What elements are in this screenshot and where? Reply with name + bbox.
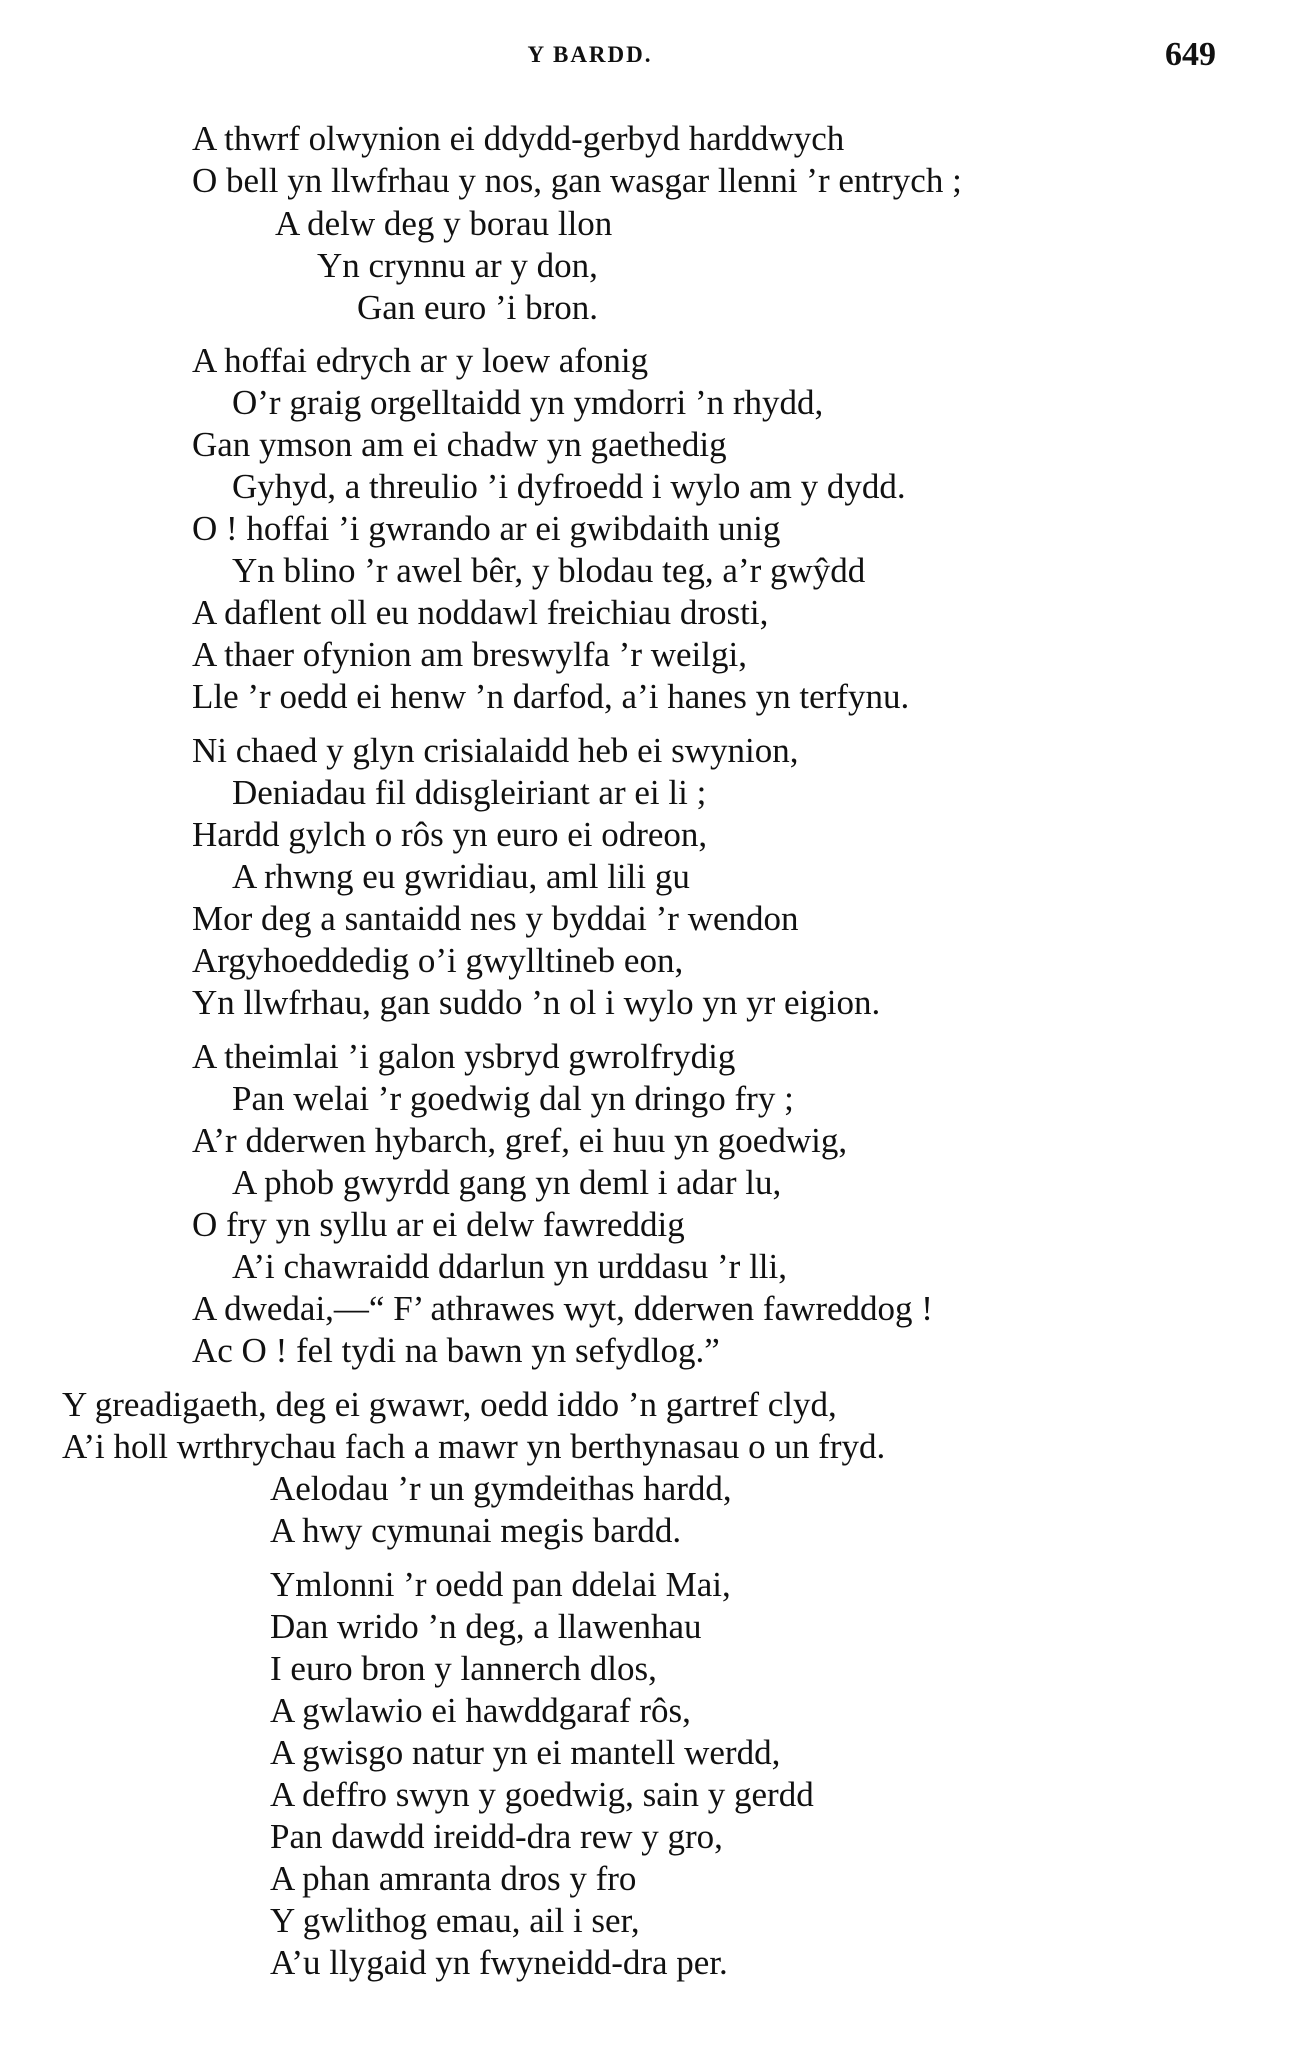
verse-line: Yn crynnu ar y don, <box>317 246 598 285</box>
verse-line: A hoffai edrych ar y loew afonig <box>192 341 649 380</box>
verse-line: Mor deg a santaidd nes y byddai ’r wendon <box>192 899 799 938</box>
verse-line: A thwrf olwynion ei ddydd-gerbyd harddwych <box>192 119 845 158</box>
verse-line: O’r graig orgelltaidd yn ymdorri ’n rhydd, <box>232 383 824 422</box>
verse-line: A’i holl wrthrychau fach a mawr yn berthynasau o un fryd. <box>62 1427 886 1466</box>
verse-line: Hardd gylch o rôs yn euro ei odreon, <box>192 815 708 854</box>
verse-line: Y gwlithog emau, ail i ser, <box>270 1901 640 1940</box>
verse-line: Gan euro ’i bron. <box>357 288 599 327</box>
verse-line: A rhwng eu gwridiau, aml lili gu <box>232 857 690 896</box>
verse-line: Pan welai ’r goedwig dal yn dringo fry ; <box>232 1079 794 1118</box>
verse-line: A phob gwyrdd gang yn deml i adar lu, <box>232 1163 782 1202</box>
verse-line: A hwy cymunai megis bardd. <box>270 1511 682 1550</box>
verse-line: Gan ymson am ei chadw yn gaethedig <box>192 425 727 464</box>
verse-line: Pan dawdd ireidd-dra rew y gro, <box>270 1817 723 1856</box>
page-number: 649 <box>1165 36 1216 73</box>
verse-line: Dan wrido ’n deg, a llawenhau <box>270 1607 702 1646</box>
verse-line: A delw deg y borau llon <box>275 204 613 243</box>
verse-line: Y greadigaeth, deg ei gwawr, oedd iddo ’n gartref clyd, <box>62 1385 837 1424</box>
verse-line: A daflent oll eu noddawl freichiau drosti, <box>192 593 769 632</box>
running-title: Y BARDD. <box>527 42 653 67</box>
verse-line: O fry yn syllu ar ei delw fawreddig <box>192 1205 685 1244</box>
verse-line: Argyhoeddedig o’i gwylltineb eon, <box>192 941 684 980</box>
verse-line: Deniadau fil ddisgleiriant ar ei li ; <box>232 773 707 812</box>
verse-line: Ymlonni ’r oedd pan ddelai Mai, <box>270 1565 731 1604</box>
verse-line: I euro bron y lannerch dlos, <box>270 1649 657 1688</box>
verse-line: A dwedai,—“ F’ athrawes wyt, dderwen fawreddog ! <box>192 1289 933 1328</box>
verse-line: A’r dderwen hybarch, gref, ei huu yn goedwig, <box>192 1121 848 1160</box>
verse-line: A’i chawraidd ddarlun yn urddasu ’r lli, <box>232 1247 787 1286</box>
verse-line: A gwisgo natur yn ei mantell werdd, <box>270 1733 781 1772</box>
verse-line: Ac O ! fel tydi na bawn yn sefydlog.” <box>192 1331 720 1370</box>
verse-line: Yn blino ’r awel bêr, y blodau teg, a’r gwŷdd <box>232 551 866 590</box>
verse-line: A deffro swyn y goedwig, sain y gerdd <box>270 1775 814 1814</box>
verse-line: Yn llwfrhau, gan suddo ’n ol i wylo yn yr eigion. <box>192 983 881 1022</box>
verse-line: A theimlai ’i galon ysbryd gwrolfrydig <box>192 1037 736 1076</box>
verse-line: A gwlawio ei hawddgaraf rôs, <box>270 1691 691 1730</box>
verse-line: Lle ’r oedd ei henw ’n darfod, a’i hanes yn terfynu. <box>192 677 910 716</box>
verse-line: Aelodau ’r un gymdeithas hardd, <box>270 1469 732 1508</box>
verse-line: Ni chaed y glyn crisialaidd heb ei swynion, <box>192 731 799 770</box>
verse-line: A thaer ofynion am breswylfa ’r weilgi, <box>192 635 747 674</box>
verse-line: A phan amranta dros y fro <box>270 1859 637 1898</box>
verse-line: Gyhyd, a threulio ’i dyfroedd i wylo am y dydd. <box>232 467 906 506</box>
verse-line: A’u llygaid yn fwyneidd-dra per. <box>270 1943 728 1982</box>
verse-line: O bell yn llwfrhau y nos, gan wasgar llenni ’r entrych ; <box>192 161 962 200</box>
verse-line: O ! hoffai ’i gwrando ar ei gwibdaith unig <box>192 509 781 548</box>
